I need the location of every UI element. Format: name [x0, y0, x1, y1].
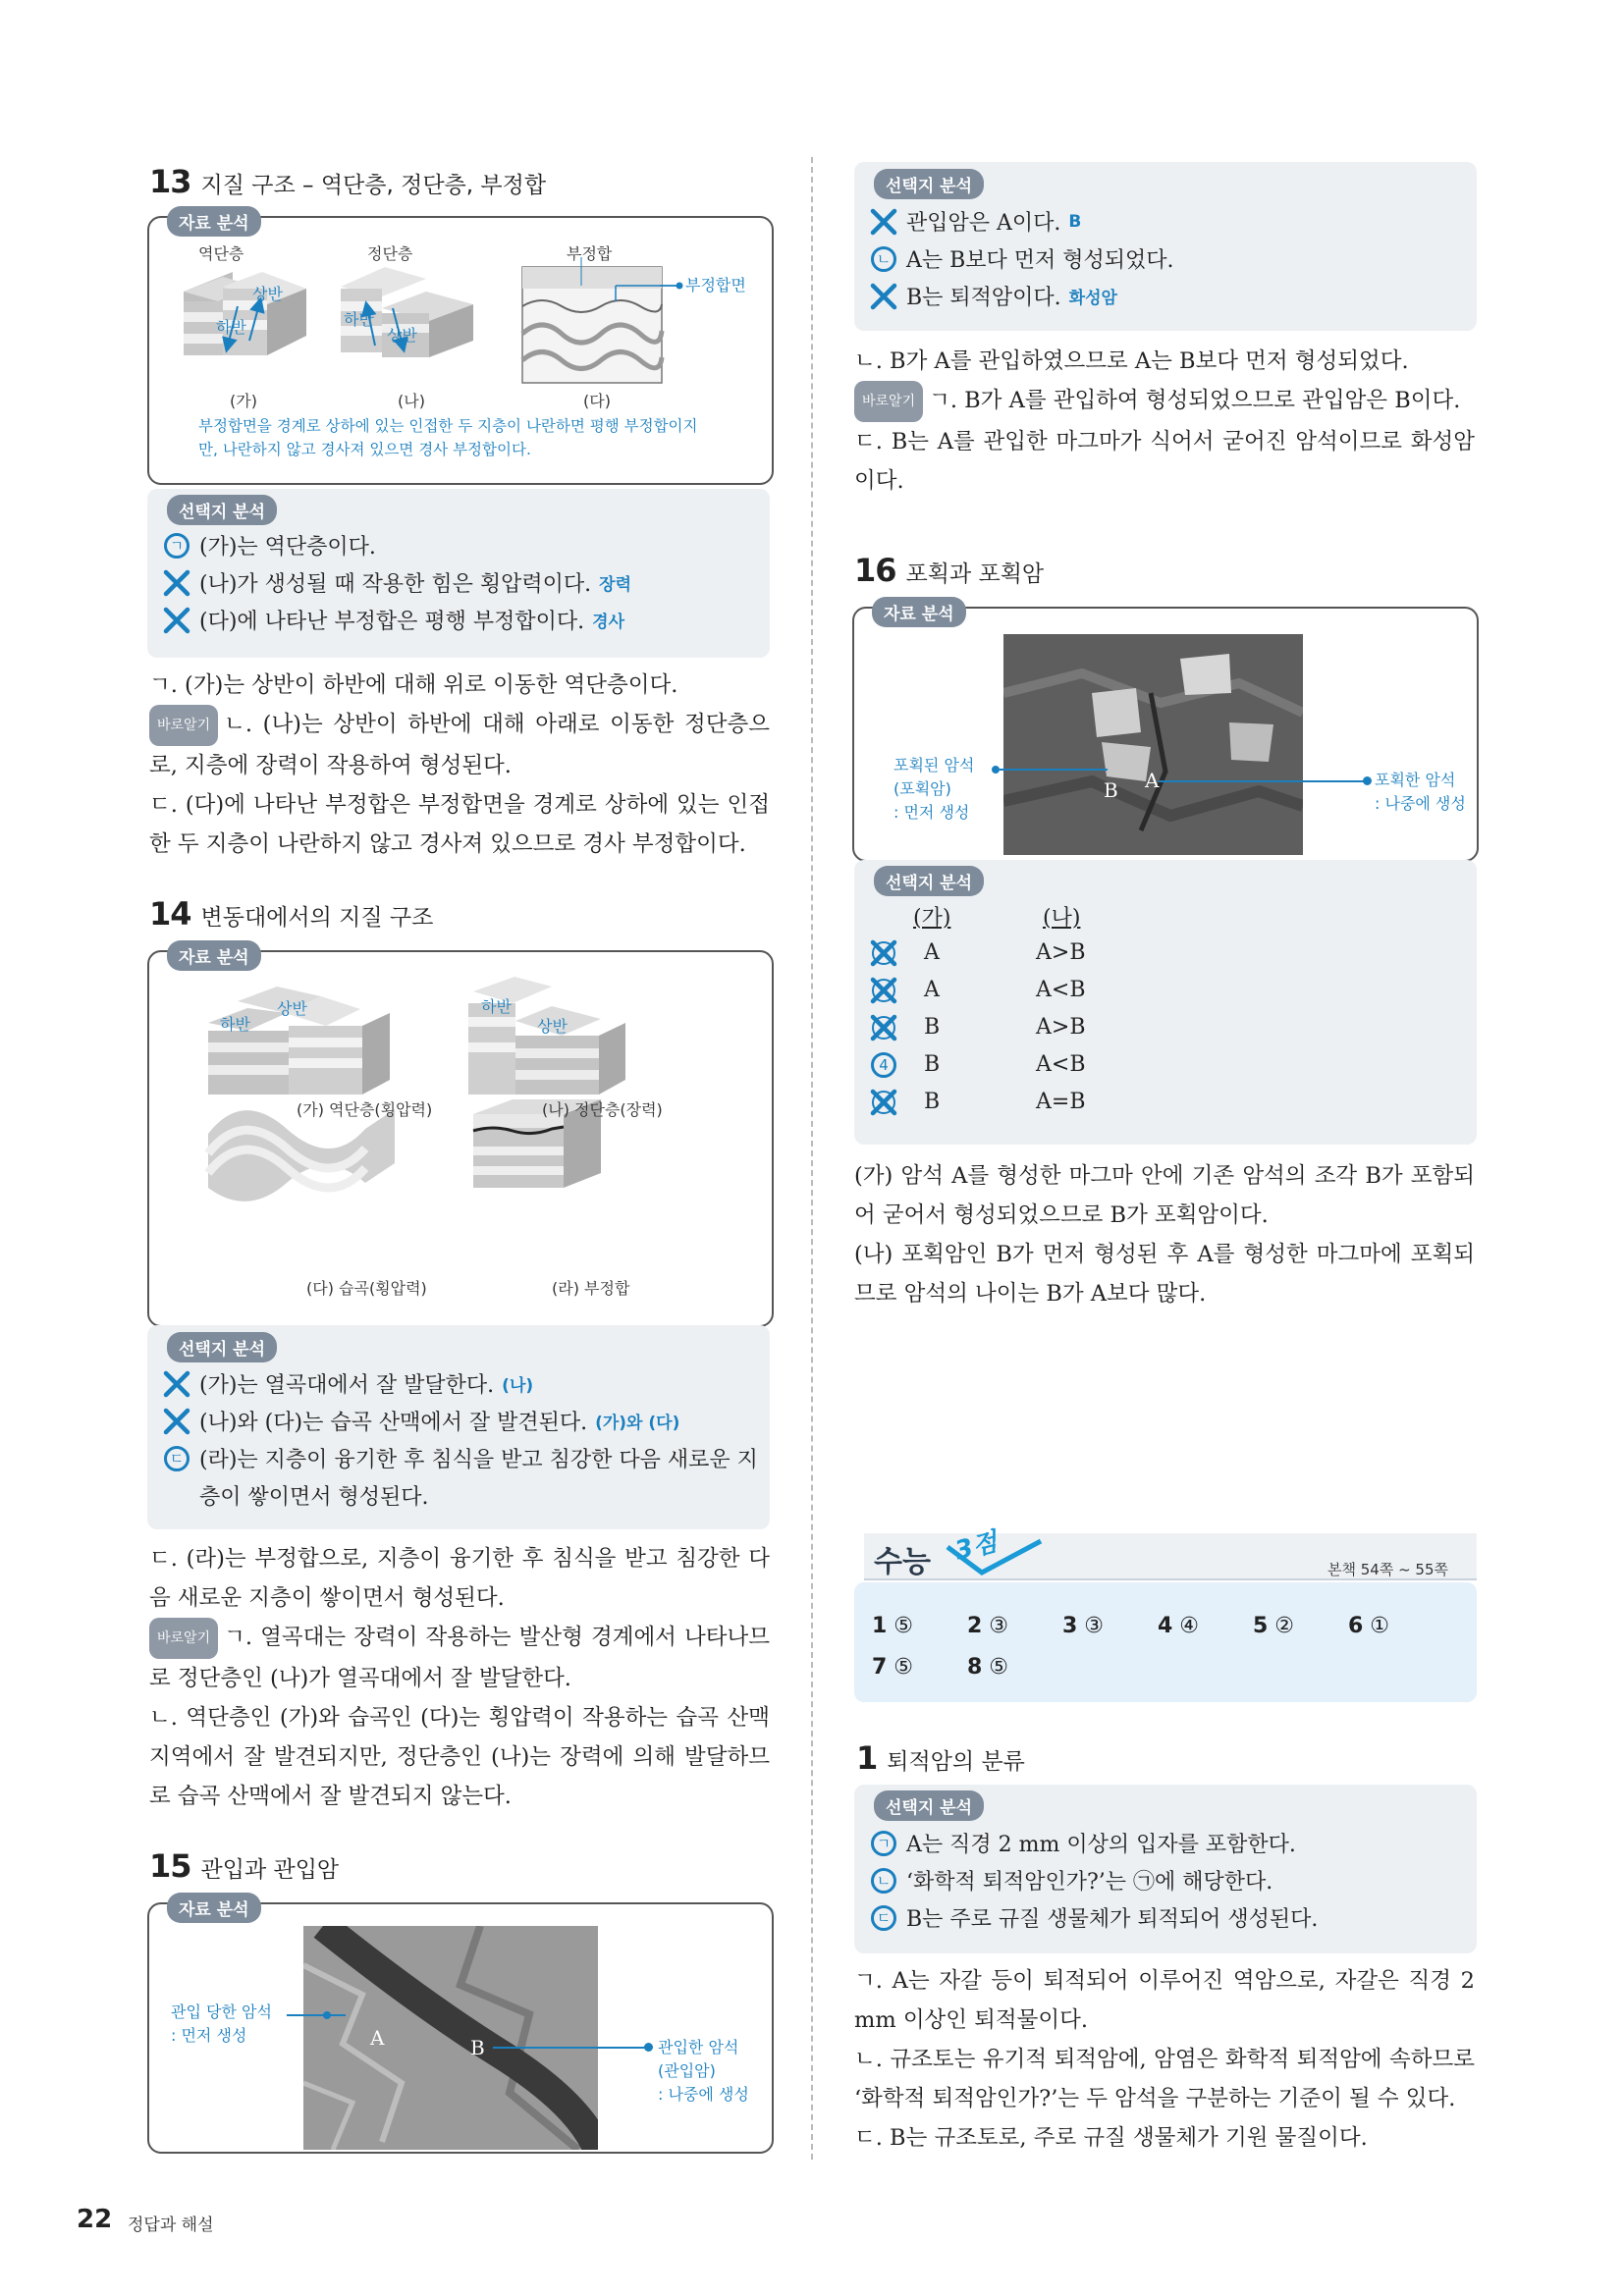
label-A: A	[1145, 769, 1160, 792]
label-capturing-rock: 포획한 암석 : 나중에 생성	[1375, 771, 1466, 813]
label-intruded-rock: 관입 당한 암석 : 먼저 생성	[171, 2002, 272, 2045]
q15-choice-1: 관입암은 A이다. B	[869, 206, 1081, 237]
answer-number: 6	[1348, 1614, 1364, 1638]
answer-item	[872, 1655, 913, 1680]
answer-value: ④	[1172, 1614, 1200, 1638]
q16-option-b: A>B	[1036, 940, 1086, 965]
q16-option-b: A<B	[1036, 978, 1086, 1002]
label-b-upper: 상반	[387, 326, 417, 345]
reverse-fault-block	[184, 272, 306, 355]
q15-data-tab: 자료 분석	[167, 1893, 261, 1923]
correct-circle-icon: ㄷ	[871, 1905, 896, 1931]
s1-choice-2: ㄴ ‘화학적 퇴적암인가?’는 ㉠에 해당한다.	[869, 1865, 1272, 1896]
wrong-x-icon	[869, 1088, 898, 1117]
xenolith-photo	[1003, 634, 1303, 855]
label-unconformity: 부정합	[567, 244, 613, 263]
correct-circle-icon: ㄱ	[164, 533, 189, 559]
wrong-x-icon	[162, 1407, 191, 1436]
answer-number: 8	[967, 1655, 983, 1680]
answer-item	[967, 1614, 1008, 1638]
q14-data-tab: 자료 분석	[167, 940, 261, 971]
q16-option-a: B	[924, 1052, 941, 1077]
wrong-x-icon	[869, 207, 898, 237]
q14-choice-3: ㄷ (라)는 지층이 융기한 후 침식을 받고 침강한 다음 새로운 지	[162, 1443, 758, 1473]
q13-data-box	[147, 216, 774, 485]
barrow-pill: 바로알기	[149, 1618, 218, 1659]
correct-circle-icon: ㄷ	[164, 1446, 189, 1471]
column-divider	[811, 157, 813, 2160]
wrong-x-icon	[162, 1369, 191, 1399]
s1-heading: 1 퇴적암의 분류	[856, 1739, 1025, 1777]
label-intruding-rock: 관입한 암석 (관입암) : 나중에 생성	[658, 2038, 749, 2104]
wrong-x-icon	[869, 976, 898, 1005]
q14-choice-1: (가)는 열곡대에서 잘 발달한다. (나)	[162, 1368, 533, 1399]
q16-head-b: (나)	[1043, 906, 1081, 931]
q13-choice-2: (나)가 생성될 때 작용한 힘은 횡압력이다. 장력	[162, 567, 631, 598]
answer-value: ⑤	[982, 1655, 1009, 1680]
answer-item	[1348, 1614, 1389, 1638]
q15-heading: 15 관입과 관입암	[149, 1847, 340, 1885]
label-a-upper: 상반	[277, 999, 307, 1018]
q13-data-tab: 자료 분석	[167, 206, 261, 237]
q14-choice-3-cont: 층이 쌓이면서 형성된다.	[199, 1485, 429, 1510]
q14-choice-2: (나)와 (다)는 습곡 산맥에서 잘 발견된다. (가)와 (다)	[162, 1406, 679, 1436]
wrong-x-icon	[162, 568, 191, 598]
q16-option-b: A>B	[1036, 1015, 1086, 1040]
correct-circle-icon: 4	[869, 1050, 898, 1080]
q16-explanation: (가) 암석 A를 형성한 마그마 안에 기존 암석의 조각 B가 포함되어 굳어서 형성되었으므로 B가 포획암이다. (나) 포획암인 B가 먼저 형성된 후 A를 형성한 마그마에 포획되므로 암석의 나이는 B가 A보다 많다.	[854, 1163, 1475, 1307]
answer-number: 2	[967, 1614, 983, 1638]
caption-d: (라) 부정합	[552, 1279, 630, 1298]
s1-choice-tab: 선택지 분석	[874, 1790, 984, 1821]
answer-item	[1158, 1614, 1199, 1638]
answer-item	[872, 1614, 913, 1638]
s1-choice-3: ㄷ B는 주로 규질 생물체가 퇴적되어 생성된다.	[869, 1902, 1318, 1933]
caption-b: (나) 정단층(장력)	[542, 1100, 663, 1119]
correct-circle-icon: ㄴ	[871, 1868, 896, 1894]
s1-choice-1: ㄱ A는 직경 2 mm 이상의 입자를 포함한다.	[869, 1828, 1296, 1858]
q13-figure-note: 부정합면을 경계로 상하에 있는 인접한 두 지층이 나란하면 평행 부정합이지만, 나란하지 않고 경사져 있으면 경사 부정합이다.	[198, 417, 698, 458]
q15-choice-3: B는 퇴적암이다. 화성암	[869, 281, 1117, 311]
barrow-pill: 바로알기	[149, 705, 218, 746]
q16-option-a: B	[924, 1015, 941, 1040]
label-A: A	[370, 2026, 385, 2050]
q16-option-a: A	[924, 940, 940, 965]
q15-choice-2: ㄴ A는 B보다 먼저 형성되었다.	[869, 243, 1174, 274]
caption-a: (가)	[230, 392, 257, 410]
q14-choice-tab: 선택지 분석	[167, 1332, 277, 1362]
q16-data-tab: 자료 분석	[872, 597, 966, 627]
answer-number: 7	[872, 1655, 888, 1680]
label-unconformity-surface: 부정합면	[685, 276, 746, 294]
q13-choice-3: (다)에 나타난 부정합은 평행 부정합이다. 경사	[162, 605, 624, 635]
wrong-x-icon	[162, 606, 191, 635]
intrusion-photo	[303, 1926, 598, 2150]
label-captured-rock: 포획된 암석 (포획암) : 먼저 생성	[893, 756, 975, 822]
q14-heading: 14 변동대에서의 지질 구조	[149, 895, 434, 933]
q13-number: 13	[149, 163, 191, 200]
answer-number: 3	[1062, 1614, 1078, 1638]
q16-option-b: A=B	[1036, 1090, 1086, 1114]
caption-c: (다) 습곡(횡압력)	[306, 1279, 427, 1298]
q15-explanation: ㄴ. B가 A를 관입하였으므로 A는 B보다 먼저 형성되었다. 바로알기 ㄱ. B가 A를 관입하여 형성되었으므로 관입암은 B이다. ㄷ. B는 A를 관입한 마그마가 식어서 굳어진 암석이므로 화성암이다.	[854, 348, 1475, 494]
q13-title: 지질 구조 – 역단층, 정단층, 부정합	[200, 173, 547, 198]
footer-label: 정답과 해설	[128, 2216, 214, 2235]
answer-number: 1	[872, 1614, 888, 1638]
label-B: B	[1104, 778, 1118, 802]
wrong-x-icon	[869, 938, 898, 968]
answer-value: ③	[982, 1614, 1009, 1638]
suneung-brand: 수능	[874, 1545, 931, 1579]
q13-explanation: ㄱ. (가)는 상반이 하반에 대해 위로 이동한 역단층이다. 바로알기 ㄴ. (나)는 상반이 하반에 대해 아래로 이동한 정단층으로, 지층에 장력이 작용하여 형성된다. ㄷ. (다)에 나타난 부정합은 부정합면을 경계로 상하에 있는 인접한 두 지층이 나란하지 않고 경사져 있으므로 경사 부정합이다.	[149, 672, 770, 857]
answer-value: ①	[1363, 1614, 1390, 1638]
caption-a: (가) 역단층(횡압력)	[297, 1100, 433, 1119]
label-reverse-fault: 역단층	[198, 244, 244, 263]
page-number: 22	[77, 2205, 113, 2234]
answer-value: ⑤	[887, 1655, 914, 1680]
wrong-x-icon	[869, 1013, 898, 1042]
q16-option-b: A<B	[1036, 1052, 1086, 1077]
correct-circle-icon: ㄴ	[871, 246, 896, 272]
label-b-lower: 하반	[344, 310, 374, 329]
label-b-upper: 상반	[537, 1017, 568, 1036]
q16-option-a: A	[924, 978, 940, 1002]
caption-b: (나)	[398, 392, 425, 410]
label-B: B	[470, 2036, 485, 2059]
q13-choice-1: ㄱ (가)는 역단층이다.	[162, 530, 376, 561]
label-a-lower: 하반	[220, 1015, 250, 1034]
s1-explanation: ㄱ. A는 자갈 등이 퇴적되어 이루어진 역암으로, 자갈은 직경 2 mm 이상인 퇴적물이다. ㄴ. 규조토는 유기적 퇴적암에, 암염은 화학적 퇴적암에 속하므로 ‘화학적 퇴적암인가?’는 두 암석을 구분하는 기준이 될 수 있다. ㄷ. B는 규조토로, 주로 규질 생물체가 기원 물질이다.	[854, 1968, 1475, 2151]
q15-data-box	[147, 1902, 774, 2154]
suneung-badge: 3점	[951, 1527, 1001, 1567]
wrong-x-icon	[869, 282, 898, 311]
check-mark-icon	[938, 1537, 1046, 1576]
q16-head-a: (가)	[913, 906, 951, 931]
answer-item	[1062, 1614, 1104, 1638]
suneung-reference: 본책 54쪽 ~ 55쪽	[1327, 1561, 1449, 1578]
q13-choice-tab: 선택지 분석	[167, 495, 277, 525]
answer-value: ③	[1077, 1614, 1105, 1638]
answer-value: ⑤	[887, 1614, 914, 1638]
answer-number: 5	[1253, 1614, 1269, 1638]
q14-figure	[149, 952, 772, 1325]
label-normal-fault: 정단층	[367, 244, 413, 263]
q14-explanation: ㄷ. (라)는 부정합으로, 지층이 융기한 후 침식을 받고 침강한 다음 새로운 지층이 쌓이면서 형성된다. 바로알기 ㄱ. 열곡대는 장력이 작용하는 발산형 경계에서 나타나므로 정단층인 (나)가 열곡대에서 잘 발달한다. ㄴ. 역단층인 (가)와 습곡인 (다)는 횡압력이 작용하는 습곡 산맥 지역에서 잘 발견되지만, 정단층인 (나)는 장력에 의해 발달하므로 습곡 산맥에서 잘 발견되지 않는다.	[149, 1546, 770, 1809]
q15-choice-tab: 선택지 분석	[874, 169, 984, 199]
q14-data-box	[147, 950, 774, 1327]
q16-data-box	[852, 607, 1479, 862]
answer-value: ②	[1268, 1614, 1295, 1638]
answer-panel	[854, 1582, 1477, 1702]
answer-item	[1253, 1614, 1294, 1638]
barrow-pill: 바로알기	[854, 381, 923, 422]
answer-item	[967, 1655, 1008, 1680]
fold-diagram	[208, 1109, 395, 1201]
caption-c: (다)	[583, 392, 611, 410]
q13-heading	[149, 163, 546, 200]
q16-choice-tab: 선택지 분석	[874, 866, 984, 896]
q16-option-a: B	[924, 1090, 941, 1114]
q16-heading: 16 포획과 포획암	[854, 552, 1045, 589]
answer-number: 4	[1158, 1614, 1173, 1638]
label-b-lower: 하반	[481, 997, 512, 1016]
unconformity-block	[522, 257, 683, 383]
label-a-lower: 하반	[216, 318, 246, 337]
label-a-upper: 상반	[252, 285, 283, 303]
correct-circle-icon: ㄱ	[871, 1831, 896, 1856]
